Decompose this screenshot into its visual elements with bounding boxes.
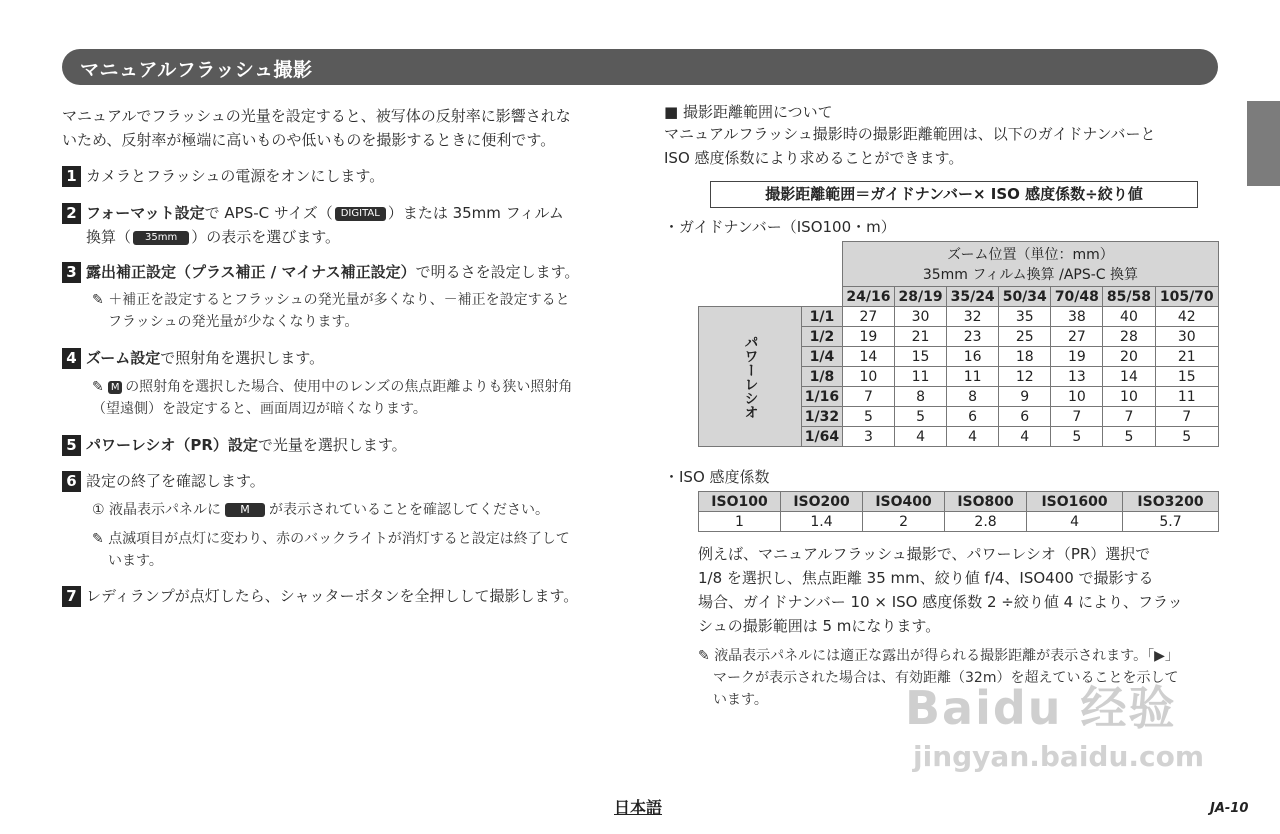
zoom-column-header: 105/70 bbox=[1155, 287, 1218, 307]
step-2-text-c: 換算（ bbox=[86, 228, 132, 246]
guide-number-cell: 5 bbox=[1051, 427, 1103, 447]
step-6-note-2 bbox=[92, 528, 570, 551]
guide-number-heading: ・ガイドナンバー（ISO100・m） bbox=[664, 218, 896, 236]
step-6-text: 設定の終了を確認します。 bbox=[86, 472, 265, 490]
zoom-column-header: 24/16 bbox=[842, 287, 894, 307]
step-number-4: 4 bbox=[62, 348, 81, 369]
footer-language: 日本語 bbox=[614, 798, 663, 817]
guide-number-cell: 4 bbox=[947, 427, 999, 447]
iso-column-header: ISO800 bbox=[945, 492, 1027, 512]
guide-number-cell: 5 bbox=[1103, 427, 1155, 447]
guide-number-cell: 11 bbox=[947, 367, 999, 387]
iso-column-header: ISO400 bbox=[863, 492, 945, 512]
guide-number-cell: 35 bbox=[999, 307, 1051, 327]
zoom-header-line-2: 35mm フィルム換算 /APS-C 換算 bbox=[922, 267, 1139, 283]
chapter-tab bbox=[1247, 101, 1280, 186]
guide-number-cell: 13 bbox=[1051, 367, 1103, 387]
step-6-note-2-line-2: います。 bbox=[108, 553, 163, 569]
power-ratio-row-label: 1/64 bbox=[802, 427, 843, 447]
guide-number-cell: 7 bbox=[1155, 407, 1218, 427]
zoom-header bbox=[842, 242, 1218, 287]
step-3-bold: 露出補正設定（プラス補正 / マイナス補正設定） bbox=[86, 263, 416, 281]
intro-line-1: マニュアルでフラッシュの光量を設定すると、被写体の反射率に影響されな bbox=[62, 107, 571, 125]
guide-number-cell: 8 bbox=[894, 387, 946, 407]
35mm-badge: 35mm bbox=[133, 231, 189, 245]
step-2-line-1 bbox=[86, 201, 564, 226]
guide-number-cell: 9 bbox=[999, 387, 1051, 407]
page-title: マニュアルフラッシュ撮影 bbox=[80, 59, 313, 81]
guide-number-cell: 27 bbox=[1051, 327, 1103, 347]
section-text-line-2: ISO 感度係数により求めることができます。 bbox=[664, 149, 964, 167]
guide-number-cell: 15 bbox=[894, 347, 946, 367]
guide-number-cell: 10 bbox=[1051, 387, 1103, 407]
step-3-note-line-1: ＋補正を設定するとフラッシュの発光量が多くなり、－補正を設定すると bbox=[108, 292, 570, 308]
power-ratio-row-label: 1/16 bbox=[802, 387, 843, 407]
baidu-watermark-logo: Baidu 经验 bbox=[905, 681, 1177, 735]
guide-number-cell: 5 bbox=[894, 407, 946, 427]
guide-number-table bbox=[698, 241, 1219, 447]
step-5-bold: パワーレシオ（PR）設定 bbox=[86, 436, 258, 454]
step-5-rest: で光量を選択します。 bbox=[257, 436, 407, 454]
zoom-column-header: 28/19 bbox=[894, 287, 946, 307]
step-6-note-1-b: が表示されていることを確認してください。 bbox=[269, 502, 550, 518]
right-note-1 bbox=[698, 645, 1179, 668]
guide-number-cell: 10 bbox=[842, 367, 894, 387]
guide-number-cell: 7 bbox=[1103, 407, 1155, 427]
section-heading-range: ■ 撮影距離範囲について bbox=[664, 103, 833, 121]
table-row bbox=[699, 307, 1219, 327]
iso-column-header: ISO100 bbox=[699, 492, 781, 512]
guide-number-cell: 21 bbox=[894, 327, 946, 347]
section-text-line-1: マニュアルフラッシュ撮影時の撮影距離範囲は、以下のガイドナンバーと bbox=[664, 125, 1156, 143]
guide-number-cell: 6 bbox=[947, 407, 999, 427]
step-4-note-1 bbox=[92, 376, 572, 399]
step-number-6: 6 bbox=[62, 471, 81, 492]
guide-number-cell: 4 bbox=[999, 427, 1051, 447]
iso-column-header: ISO1600 bbox=[1027, 492, 1123, 512]
guide-number-cell: 8 bbox=[947, 387, 999, 407]
iso-table bbox=[698, 491, 1219, 532]
step-1-text: カメラとフラッシュの電源をオンにします。 bbox=[86, 167, 385, 185]
example-line-2: 1/8 を選択し、焦点距離 35 mm、絞り値 f/4、ISO400 で撮影する bbox=[698, 569, 1154, 587]
guide-number-cell: 10 bbox=[1103, 387, 1155, 407]
guide-number-cell: 3 bbox=[842, 427, 894, 447]
zoom-column-header: 50/34 bbox=[999, 287, 1051, 307]
guide-number-cell: 5 bbox=[1155, 427, 1218, 447]
power-ratio-row-label: 1/2 bbox=[802, 327, 843, 347]
digital-badge: DIGITAL bbox=[335, 207, 386, 221]
step-3-rest: で明るさを設定します。 bbox=[415, 263, 580, 281]
step-3-text bbox=[86, 260, 579, 285]
guide-number-cell: 7 bbox=[842, 387, 894, 407]
step-2-text-a: で APS-C サイズ（ bbox=[204, 204, 333, 222]
guide-number-cell: 14 bbox=[842, 347, 894, 367]
zoom-column-header: 85/58 bbox=[1103, 287, 1155, 307]
step-number-3: 3 bbox=[62, 262, 81, 283]
step-6-note-2-line-1: 点滅項目が点灯に変わり、赤のバックライトが消灯すると設定は終了して bbox=[108, 531, 570, 547]
step-3-note-line-2: フラッシュの発光量が少なくなります。 bbox=[108, 314, 359, 330]
step-4-rest: で照射角を選択します。 bbox=[160, 349, 325, 367]
guide-number-cell: 30 bbox=[894, 307, 946, 327]
step-2-line-2 bbox=[86, 225, 340, 250]
zoom-column-header: 35/24 bbox=[947, 287, 999, 307]
guide-number-cell: 30 bbox=[1155, 327, 1218, 347]
zoom-column-header: 70/48 bbox=[1051, 287, 1103, 307]
example-line-3: 場合、ガイドナンバー 10 × ISO 感度係数 2 ÷絞り値 4 により、フラッ bbox=[698, 593, 1183, 611]
power-ratio-row-label: 1/32 bbox=[802, 407, 843, 427]
power-ratio-row-label: 1/8 bbox=[802, 367, 843, 387]
example-line-4: シュの撮影範囲は 5 mになります。 bbox=[698, 617, 941, 635]
guide-number-cell: 40 bbox=[1103, 307, 1155, 327]
iso-factor-cell: 1 bbox=[699, 512, 781, 532]
guide-number-cell: 11 bbox=[894, 367, 946, 387]
guide-number-cell: 11 bbox=[1155, 387, 1218, 407]
guide-number-cell: 16 bbox=[947, 347, 999, 367]
step-7-text: レディランプが点灯したら、シャッターボタンを全押しして撮影します。 bbox=[86, 587, 579, 605]
step-6-note-1-a: ① 液晶表示パネルに bbox=[92, 502, 222, 518]
guide-number-cell: 6 bbox=[999, 407, 1051, 427]
step-4-note-line-1: の照射角を選択した場合、使用中のレンズの焦点距離よりも狭い照射角 bbox=[125, 379, 573, 395]
iso-factor-cell: 2 bbox=[863, 512, 945, 532]
guide-number-cell: 7 bbox=[1051, 407, 1103, 427]
guide-number-cell: 18 bbox=[999, 347, 1051, 367]
guide-number-cell: 15 bbox=[1155, 367, 1218, 387]
page-number: JA-10 bbox=[1210, 801, 1249, 816]
guide-number-cell: 25 bbox=[999, 327, 1051, 347]
power-ratio-row-label: 1/1 bbox=[802, 307, 843, 327]
step-5-text bbox=[86, 433, 407, 458]
guide-number-cell: 28 bbox=[1103, 327, 1155, 347]
guide-number-cell: 21 bbox=[1155, 347, 1218, 367]
guide-number-cell: 12 bbox=[999, 367, 1051, 387]
guide-number-cell: 38 bbox=[1051, 307, 1103, 327]
iso-factor-cell: 5.7 bbox=[1123, 512, 1219, 532]
note-icon: ✎ bbox=[698, 648, 710, 664]
guide-number-cell: 32 bbox=[947, 307, 999, 327]
iso-factor-cell: 4 bbox=[1027, 512, 1123, 532]
formula-box: 撮影距離範囲＝ガイドナンバー× ISO 感度係数÷絞り値 bbox=[710, 181, 1198, 208]
iso-column-header: ISO200 bbox=[781, 492, 863, 512]
guide-number-cell: 19 bbox=[842, 327, 894, 347]
note-icon: ✎ bbox=[92, 292, 104, 308]
step-4-note-line-2: （望遠側）を設定すると、画面周辺が暗くなります。 bbox=[92, 401, 427, 417]
step-4-text bbox=[86, 346, 324, 371]
step-2-text-b: ）または 35mm フィルム bbox=[387, 204, 564, 222]
section-header-bar bbox=[62, 49, 1218, 85]
guide-number-cell: 14 bbox=[1103, 367, 1155, 387]
power-ratio-row-label: 1/4 bbox=[802, 347, 843, 367]
note-icon: ✎ bbox=[92, 379, 104, 395]
step-4-bold: ズーム設定 bbox=[86, 349, 161, 367]
step-number-7: 7 bbox=[62, 586, 81, 607]
zoom-header-line-1: ズーム位置（単位：mm） bbox=[947, 247, 1114, 263]
power-ratio-label: パワーレシオ bbox=[699, 307, 802, 447]
guide-number-cell: 20 bbox=[1103, 347, 1155, 367]
right-note-line-1: 液晶表示パネルには適正な露出が得られる撮影距離が表示されます。「▶」 bbox=[714, 648, 1179, 664]
step-2-text-d: ）の表示を選びます。 bbox=[191, 228, 341, 246]
iso-factor-cell: 2.8 bbox=[945, 512, 1027, 532]
intro-line-2: いため、反射率が極端に高いものや低いものを撮影するときに便利です。 bbox=[62, 131, 556, 149]
guide-number-cell: 19 bbox=[1051, 347, 1103, 367]
step-3-note-1 bbox=[92, 289, 570, 312]
m-mode-badge-lcd: M bbox=[225, 503, 265, 517]
example-line-1: 例えば、マニュアルフラッシュ撮影で、パワーレシオ（PR）選択で bbox=[698, 545, 1151, 563]
step-number-2: 2 bbox=[62, 203, 81, 224]
guide-number-cell: 5 bbox=[842, 407, 894, 427]
iso-heading: ・ISO 感度係数 bbox=[664, 468, 770, 486]
baidu-watermark-url: jingyan.baidu.com bbox=[913, 740, 1205, 773]
guide-number-cell: 4 bbox=[894, 427, 946, 447]
m-mode-badge: M bbox=[108, 381, 122, 394]
right-note-line-3: います。 bbox=[713, 692, 768, 708]
table-corner bbox=[699, 242, 843, 307]
step-6-note-1 bbox=[92, 499, 549, 522]
right-note-line-2: マークが表示された場合は、有効距離（32m）を超えていることを示して bbox=[713, 670, 1179, 686]
step-number-5: 5 bbox=[62, 435, 81, 456]
guide-number-cell: 23 bbox=[947, 327, 999, 347]
iso-factor-cell: 1.4 bbox=[781, 512, 863, 532]
iso-column-header: ISO3200 bbox=[1123, 492, 1219, 512]
guide-number-cell: 42 bbox=[1155, 307, 1218, 327]
step-2-bold: フォーマット設定 bbox=[86, 204, 205, 222]
note-icon: ✎ bbox=[92, 531, 104, 547]
guide-number-cell: 27 bbox=[842, 307, 894, 327]
step-number-1: 1 bbox=[62, 166, 81, 187]
